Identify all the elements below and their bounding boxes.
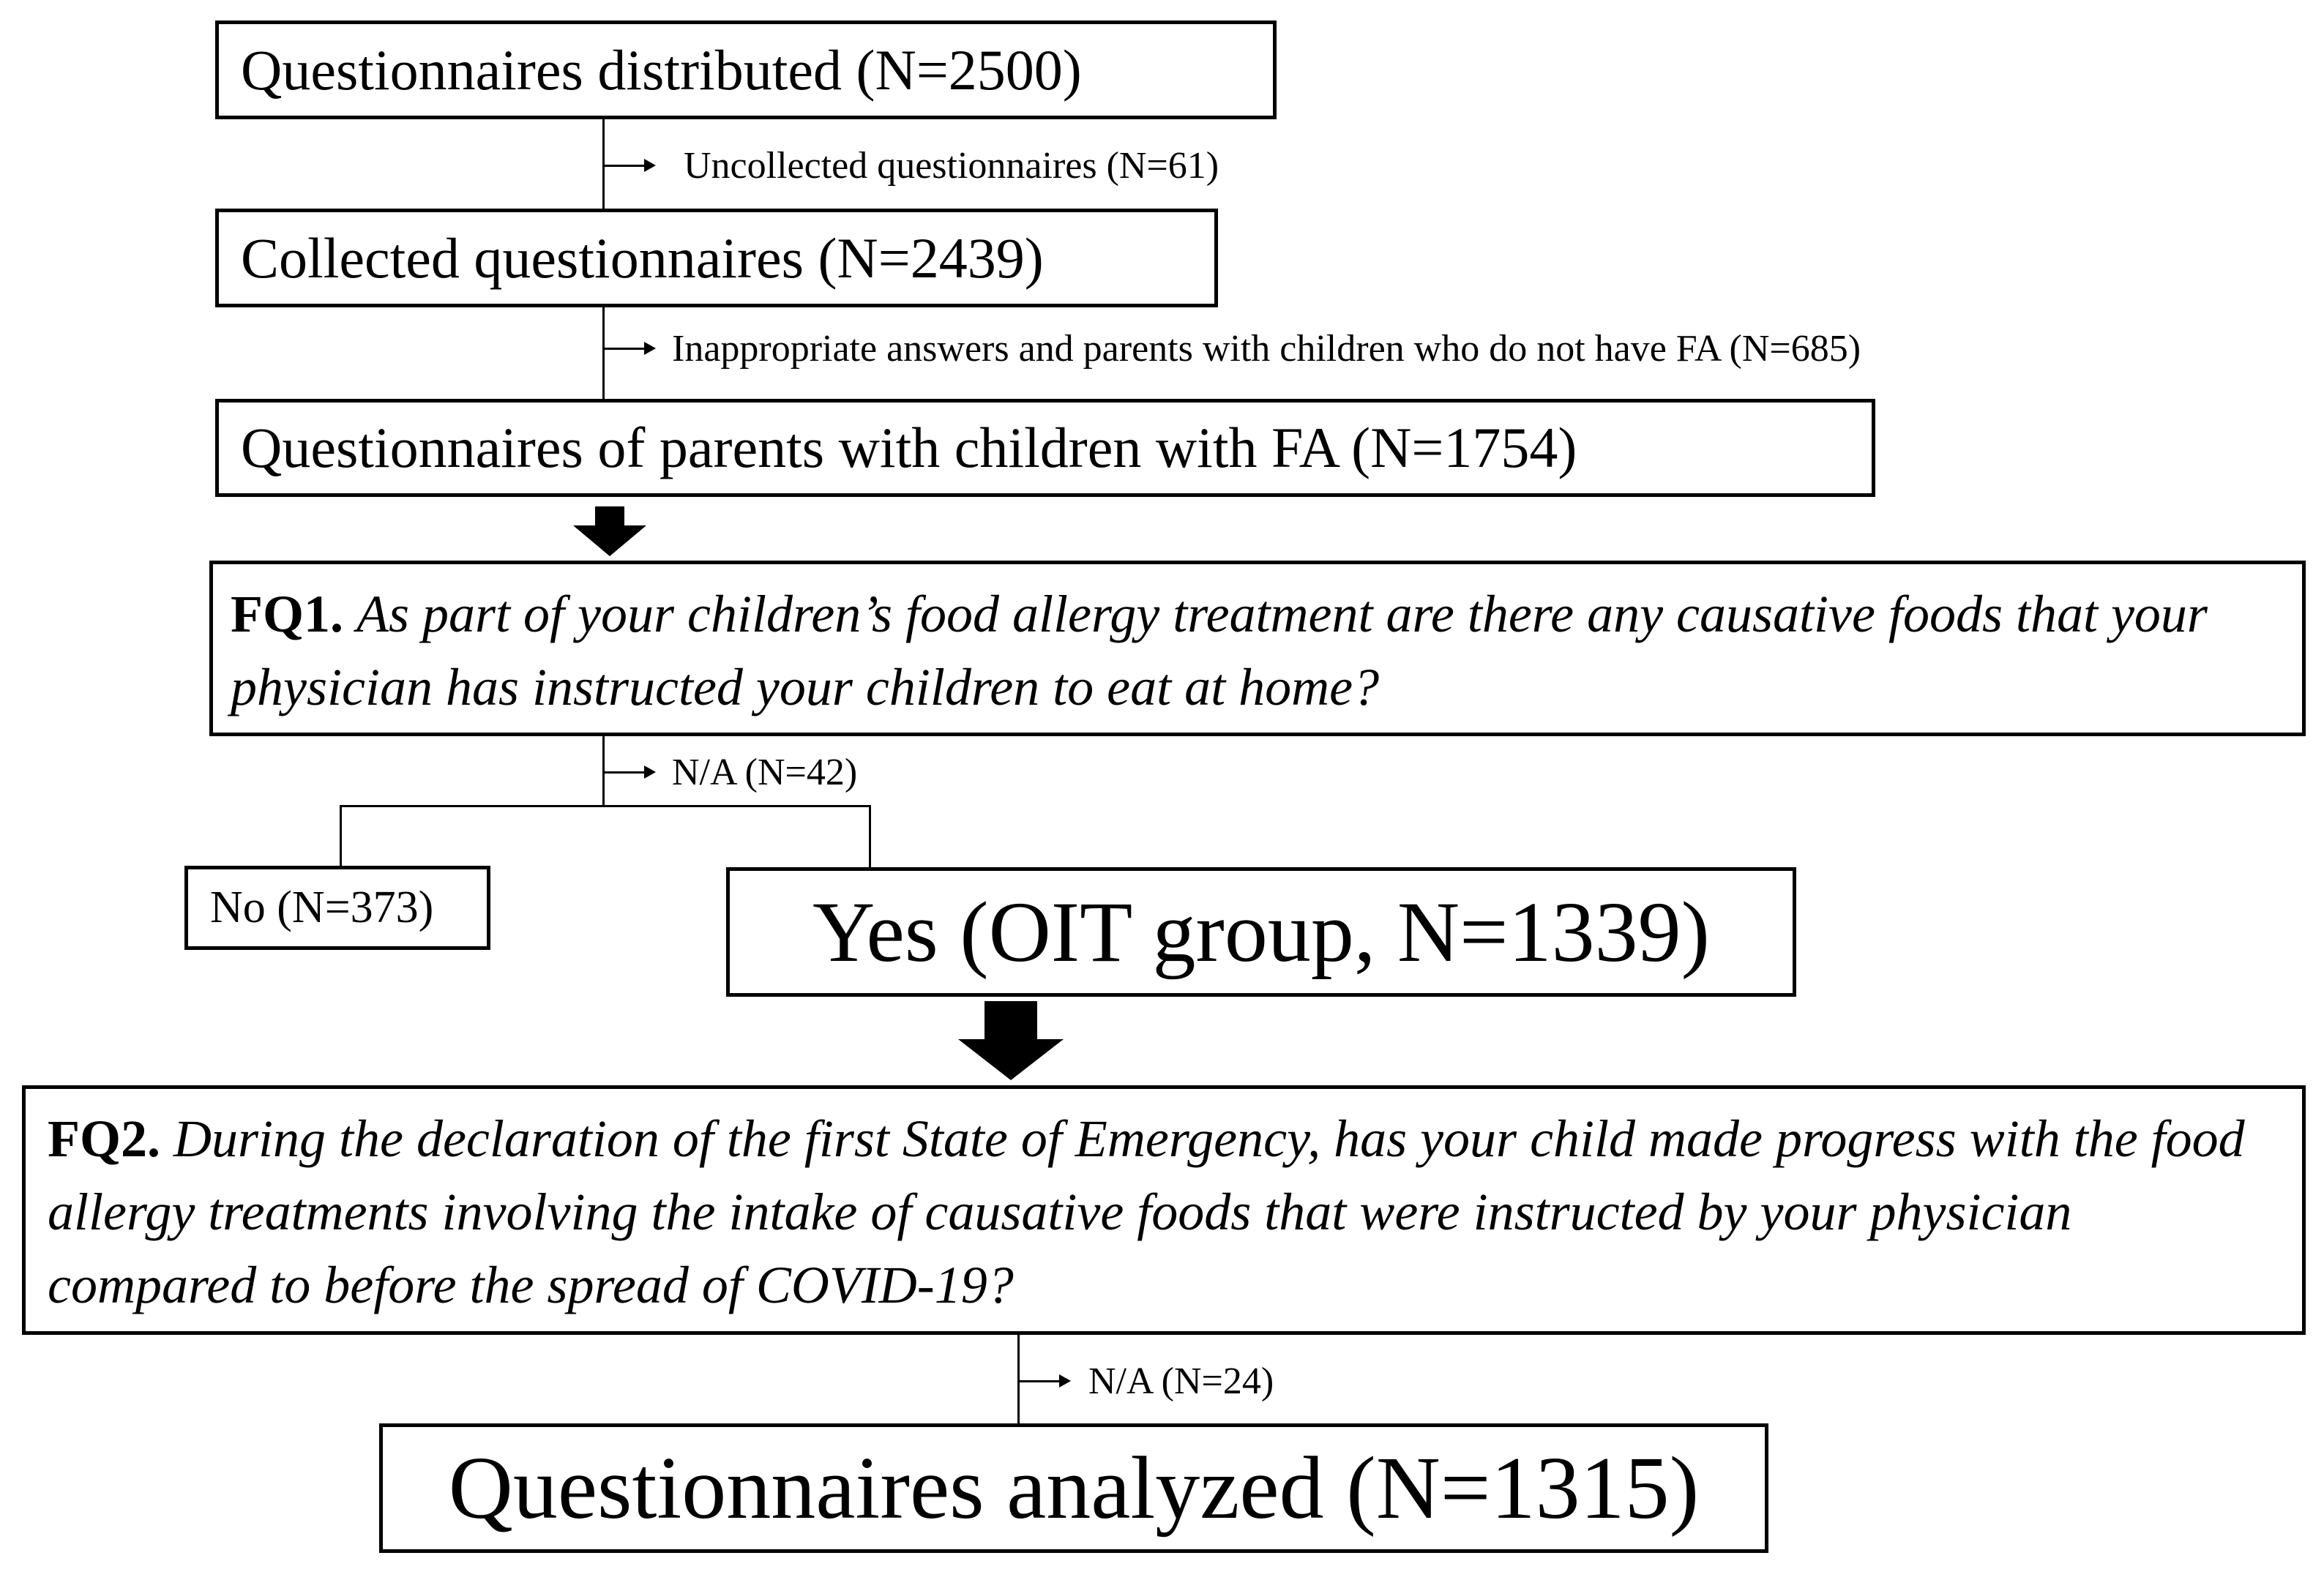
box-answer-no: [184, 866, 490, 950]
branch-line: [340, 805, 871, 807]
box-answer-yes-oit: [726, 867, 1796, 997]
exclusion-na-fq2: [1020, 1359, 1274, 1403]
exclusion-label: Uncollected questionnaires (N=61): [684, 144, 1219, 187]
arrow-right-icon: [1020, 1380, 1061, 1382]
fq1-prefix: FQ1.: [231, 585, 356, 643]
down-arrow-icon: [958, 1001, 1064, 1080]
exclusion-label: Inappropriate answers and parents with children who do not have FA (N=685): [672, 327, 1861, 370]
down-arrow-icon: [573, 506, 646, 556]
fq2-question-text: During the declaration of the first State of Emergency, has your child made progress with the food allergy treatments involving the intake of causative foods that were instructed by your physician compared to before the spread of COVID-19?: [48, 1109, 2245, 1314]
box-fq2-question: [22, 1085, 2306, 1335]
box-fq1-question: [209, 561, 2306, 736]
box-label: Yes (OIT group, N=1339): [812, 883, 1710, 980]
exclusion-label: N/A (N=24): [1088, 1360, 1274, 1402]
branch-line-yes: [869, 805, 871, 867]
box-label: Questionnaires of parents with children with FA (N=1754): [241, 416, 1577, 479]
branch-line-no: [340, 805, 342, 867]
exclusion-uncollected: [605, 143, 1219, 187]
box-label: Collected questionnaires (N=2439): [241, 225, 1044, 290]
box-questionnaires-analyzed: [379, 1423, 1768, 1553]
arrow-right-icon: [605, 348, 646, 350]
fq2-prefix: FQ2.: [48, 1109, 173, 1168]
arrow-right-icon: [605, 165, 646, 167]
arrow-right-icon: [605, 771, 646, 774]
fq1-question-text: As part of your children’s food allergy treatment are there any causative foods that your physician has instructed your children to eat at home?: [231, 585, 2208, 716]
exclusion-label: N/A (N=42): [672, 751, 858, 793]
box-label: Questionnaires distributed (N=2500): [241, 37, 1082, 102]
box-collected-questionnaires: [215, 209, 1218, 307]
box-questionnaires-distributed: [215, 20, 1277, 119]
exclusion-inappropriate: [605, 326, 1861, 370]
box-label: No (N=373): [210, 883, 434, 932]
box-label: Questionnaires analyzed (N=1315): [448, 1438, 1700, 1538]
exclusion-na-fq1: [605, 750, 857, 794]
box-parents-children-fa: [215, 399, 1875, 497]
